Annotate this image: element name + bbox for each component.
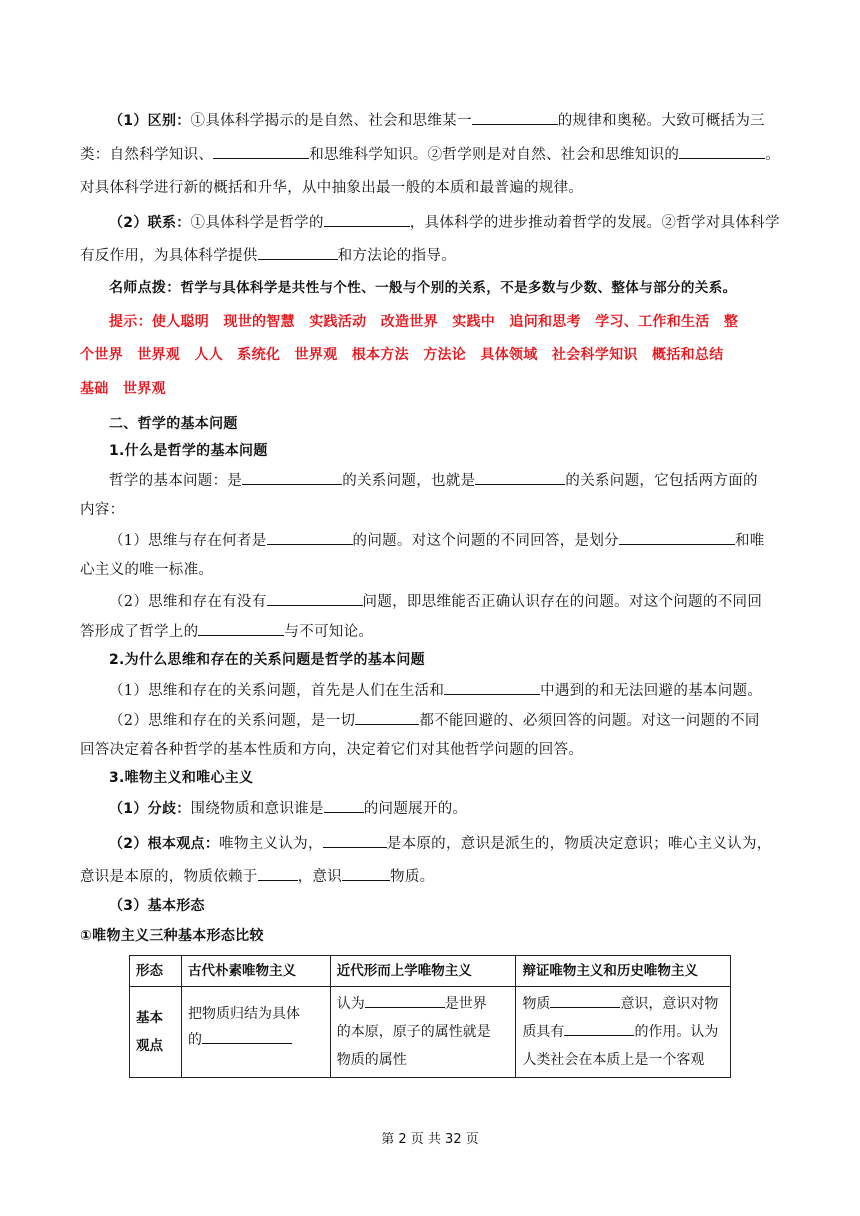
blank [258,245,338,260]
blank [475,470,565,485]
tip-label: 名师点拨： [109,280,181,296]
text: 和唯 [734,533,765,549]
text: 把物质归结为具体 [187,1006,300,1022]
blank [472,110,558,125]
table-title: ①唯物主义三种基本形态比较 [80,928,264,944]
text: 哲学的基本问题：是 [109,473,243,489]
subheading-1: 1.什么是哲学的基本问题 [109,443,268,459]
text: 问题，即思维能否正确认识存在的问题。对这个问题的不同回 [362,594,763,610]
text: 类：自然科学知识、 [80,147,214,163]
blank [679,144,765,159]
text: 的关系问题，也就是 [342,473,476,489]
blank [267,530,353,545]
blank [242,470,342,485]
text: 的本原，原子的属性就是 [336,1024,491,1040]
table-cell [516,987,731,1078]
blank [267,591,363,606]
connection-line-1 [80,212,784,233]
q3-p2-line-1 [80,833,784,854]
connection-line-2 [80,245,784,266]
subheading-2: 2.为什么思维和存在的关系问题是哲学的基本问题 [109,652,425,668]
tip-text: 哲学与具体科学是共性与个性、一般与个别的关系，不是多数与少数、整体与部分的关系。 [180,280,737,296]
text: 都不能回避的、必须回答的问题。对这一问题的不同 [419,713,760,729]
blank [258,866,298,881]
text: 内容： [80,502,125,518]
text: 和方法论的指导。 [337,248,457,264]
q2-p1 [80,680,784,701]
text: 的作用。认为 [634,1024,719,1040]
text: 意识，意识对物 [620,996,719,1012]
text: 围绕物质和意识谁是 [190,801,324,817]
blank [324,212,410,227]
teacher-tip [80,278,784,298]
blank [323,833,387,848]
blank [564,1021,634,1036]
blank [355,710,419,725]
section-heading: 二、哲学的基本问题 [109,416,238,432]
divergence-label: （1）分歧： [109,801,191,817]
text: 物质的属性 [336,1052,407,1068]
blank [202,1029,292,1044]
text: 中遇到的和无法回避的基本问题。 [540,683,763,699]
table-header-cell: 古代朴素唯物主义 [181,956,330,987]
text: （2）思维和存在有没有 [109,594,267,610]
blank [444,680,540,695]
blank [365,993,445,1008]
distinction-line-3 [80,178,784,198]
text: 答形成了哲学上的 [80,624,199,640]
q1-p2-line-2 [80,621,784,642]
table-cell [330,987,516,1078]
text: ，意识 [297,869,343,885]
row-label: 基本观点 [136,1010,163,1054]
text: 的规律和奥秘。大致可概括为三 [557,113,765,129]
hint-line-3 [80,379,784,399]
q2-p2-line-2 [80,740,784,760]
blank [550,993,620,1008]
distinction-line-1 [80,110,784,131]
text: ，具体科学的进步推动着哲学的发展。②哲学对具体科学 [409,215,780,231]
text: 心主义的唯一标准。 [80,562,214,578]
connection-label: （2）联系： [109,215,191,231]
q2-p2-line-1 [80,710,784,731]
text: 。 [765,147,781,163]
text: 意识是本原的，物质依赖于 [80,869,258,885]
row-label-cell [130,987,182,1078]
comparison-table [129,955,731,1078]
blank [213,144,309,159]
distinction-line-2 [80,144,784,165]
text: （1）思维与存在何者是 [109,533,267,549]
table-header-cell: 近代形而上学唯物主义 [330,956,516,987]
table-cell [181,987,330,1078]
text: 是世界 [444,996,487,1012]
page-footer: 第 2 页 共 32 页 [381,1132,479,1147]
text: 回答决定着各种哲学的基本性质和方向，决定着它们对其他哲学问题的回答。 [80,742,584,758]
text: 和思维科学知识。②哲学则是对自然、社会和思维知识的 [309,147,680,163]
blank [324,798,364,813]
hint-line-2 [80,345,784,365]
hint-text: 基础 世界观 [80,381,166,397]
text: 是本原的，意识是派生的，物质决定意识；唯心主义认为， [386,836,772,852]
table-header-cell: 辩证唯物主义和历史唯物主义 [516,956,731,987]
basic-forms-label: （3）基本形态 [109,898,205,914]
text: 的问题。对这个问题的不同回答，是划分 [352,533,619,549]
text: 人类社会在本质上是一个客观 [522,1052,705,1068]
text: 对具体科学进行新的概括和升华，从中抽象出最一般的本质和最普遍的规律。 [80,180,584,196]
subheading-3: 3.唯物主义和唯心主义 [109,770,254,786]
viewpoint-label: （2）根本观点： [109,836,220,852]
text: 与不可知论。 [284,624,374,640]
text: ①具体科学是哲学的 [190,215,324,231]
text: ①具体科学揭示的是自然、社会和思维某一 [190,113,472,129]
text: 的关系问题，它包括两方面的 [565,473,758,489]
q1-p1-line-2 [80,560,784,580]
q3-p2-line-2 [80,866,784,887]
table-row [130,987,731,1078]
blank [198,621,284,636]
q1-p1-line-1 [80,530,784,551]
hint-text: 个世界 世界观 人人 系统化 世界观 根本方法 方法论 具体领域 社会科学知识 概括和总结 [80,347,724,363]
text: 认为 [336,996,365,1012]
hint-line-1 [80,312,784,332]
text: 物质。 [390,869,435,885]
q1-p2-line-1 [80,591,784,612]
blank [342,866,390,881]
table-header-cell: 形态 [130,956,182,987]
text: 的问题展开的。 [363,801,468,817]
blank [619,530,735,545]
text: 物质 [522,996,551,1012]
text: 的 [187,1032,202,1048]
q1-line-2 [80,500,784,520]
text: 唯物主义认为， [219,836,323,852]
q1-line-1 [80,470,784,491]
q3-p1 [80,798,784,819]
table-header-row [130,956,731,987]
hint-label: 提示： [109,314,152,330]
text: （2）思维和存在的关系问题，是一切 [109,713,356,729]
text: （1）思维和存在的关系问题，首先是人们在生活和 [109,683,445,699]
distinction-label: （1）区别： [109,113,191,129]
hint-text: 使人聪明 现世的智慧 实践活动 改造世界 实践中 追问和思考 学习、工作和生活 整 [151,314,739,330]
text: 质具有 [522,1024,565,1040]
text: 有反作用，为具体科学提供 [80,248,258,264]
